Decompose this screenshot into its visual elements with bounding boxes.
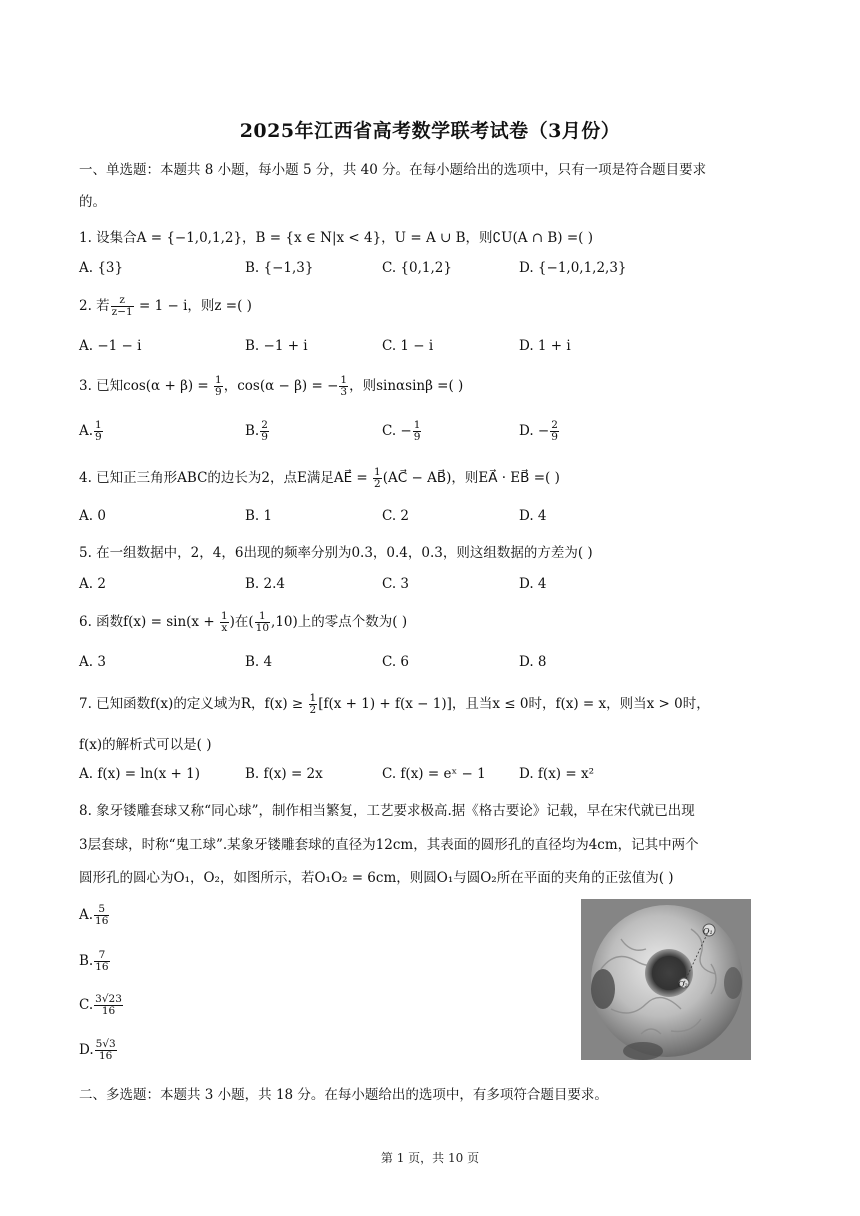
- question-4-text-b: (AC⃗ − AB⃗)，则EA⃗ · EB⃗ =( ): [382, 470, 560, 486]
- fraction-numerator: 5√3: [95, 1038, 116, 1050]
- fraction: [214, 375, 223, 398]
- option-a: A. f(x) = ln(x + 1): [79, 766, 201, 782]
- o2-label: O₂: [678, 980, 688, 989]
- fraction-denominator: 10: [255, 622, 270, 634]
- option-prefix: A.: [79, 907, 94, 923]
- question-7-text-b: [f(x + 1) + f(x − 1)]，且当x ≤ 0时，f(x) = x，则当x > 0时，: [318, 696, 710, 712]
- option-b: B. 2.4: [245, 576, 285, 592]
- option-prefix: D.: [79, 1042, 94, 1058]
- option-a: A. {3}: [79, 260, 124, 276]
- option-c: [382, 420, 422, 443]
- fraction-numerator: 5: [94, 904, 109, 916]
- fraction: [220, 611, 229, 634]
- question-4-options: [79, 508, 779, 528]
- question-6-text-c: ,10)上的零点个数为( ): [271, 614, 408, 630]
- o1-label: O₁: [703, 927, 713, 936]
- fraction-numerator: 1: [255, 611, 270, 623]
- fraction-numerator: 1: [95, 419, 102, 431]
- fraction: [255, 611, 270, 634]
- question-6-text-b: )在(: [229, 614, 254, 630]
- question-2-options: [79, 338, 779, 358]
- fraction-denominator: 16: [95, 961, 109, 973]
- option-d: D. f(x) = x²: [519, 766, 594, 782]
- fraction: [111, 295, 134, 318]
- question-2: [79, 294, 252, 318]
- fraction: [94, 994, 123, 1017]
- page-footer: 第 1 页，共 10 页: [380, 1151, 480, 1165]
- question-3-options: [79, 420, 779, 446]
- option-b: [245, 420, 270, 443]
- fraction-denominator: 9: [215, 386, 222, 398]
- option-a: [79, 420, 104, 443]
- fraction-numerator: 2: [551, 419, 558, 431]
- fraction-numerator: 3√23: [95, 993, 122, 1005]
- fraction: [94, 420, 103, 443]
- ivory-ball-figure: [581, 899, 751, 1060]
- section1-heading-cont: 的。: [79, 194, 106, 210]
- option-d: D. 1 + i: [519, 338, 571, 354]
- option-b: B. 1: [245, 508, 273, 524]
- question-3-text-b: ，cos(α − β) = −: [223, 378, 339, 394]
- fraction-denominator: 2: [374, 478, 381, 490]
- option-d: [519, 420, 560, 443]
- option-b: B. {−1,3}: [245, 260, 314, 276]
- question-8-cont-2: 圆形孔的圆心为O₁，O₂，如图所示，若O₁O₂ = 6cm，则圆O₁与圆O₂所在平面的夹角的正弦值为( ): [79, 870, 674, 886]
- question-2-text-post: = 1 − i，则z =( ): [134, 298, 252, 314]
- question-6-text-a: 6. 函数f(x) = sin(x +: [79, 614, 219, 630]
- fraction-denominator: x: [221, 622, 228, 634]
- fraction: [339, 375, 348, 398]
- option-prefix: B.: [79, 953, 94, 969]
- option-d: D. 4: [519, 508, 547, 524]
- fraction-numerator: 1: [215, 374, 222, 386]
- option-prefix: B.: [245, 423, 260, 439]
- option-c: C. 6: [382, 654, 410, 670]
- option-b: B. 4: [245, 654, 273, 670]
- option-c: C. {0,1,2}: [382, 260, 452, 276]
- question-3-text-a: 3. 已知cos(α + β) =: [79, 378, 214, 394]
- question-6-options: [79, 654, 779, 674]
- fraction-denominator: 9: [413, 431, 421, 443]
- option-d: D. 4: [519, 576, 547, 592]
- option-a: A. −1 − i: [79, 338, 142, 354]
- question-2-text-pre: 2. 若: [79, 298, 110, 314]
- option-prefix: D. −: [519, 423, 550, 439]
- option-prefix: C. −: [382, 423, 412, 439]
- fraction: [94, 950, 109, 973]
- question-3-text-c: ，则sinαsinβ =( ): [349, 378, 464, 394]
- fraction: [550, 420, 559, 443]
- section1-heading: 一、单选题：本题共 8 小题，每小题 5 分，共 40 分。在每小题给出的选项中，只有一项是符合题目要求: [79, 162, 707, 178]
- section2-heading: 二、多选题：本题共 3 小题，共 18 分。在每小题给出的选项中，有多项符合题目要求。: [79, 1087, 608, 1103]
- option-c: C. 3: [382, 576, 410, 592]
- fraction-numerator: 1: [340, 374, 348, 386]
- fraction-numerator: 1: [309, 692, 317, 704]
- fraction: [94, 904, 109, 927]
- fraction: [309, 693, 318, 716]
- fraction-denominator: 16: [98, 1050, 113, 1062]
- question-4: [79, 466, 560, 490]
- fraction-denominator: 9: [261, 431, 268, 443]
- option-a: A. 2: [79, 576, 106, 592]
- fraction-denominator: 16: [95, 915, 109, 927]
- question-6: [79, 610, 407, 634]
- option-prefix: A.: [79, 423, 94, 439]
- option-c: C. f(x) = eˣ − 1: [382, 766, 486, 782]
- fraction-denominator: 3: [340, 386, 348, 398]
- ivory-ball-illustration: [581, 899, 751, 1060]
- question-5-options: [79, 576, 779, 596]
- fraction-numerator: 1: [374, 466, 381, 478]
- question-1-options: [79, 260, 779, 280]
- option-b: B. −1 + i: [245, 338, 308, 354]
- question-3: [79, 374, 463, 398]
- fraction-numerator: 7: [94, 950, 109, 962]
- question-7-cont: f(x)的解析式可以是( ): [79, 737, 212, 753]
- fraction: [260, 420, 269, 443]
- option-a: A. 0: [79, 508, 106, 524]
- fraction-numerator: 1: [413, 419, 421, 431]
- question-8-option-d: [79, 1039, 118, 1062]
- fraction-denominator: z−1: [111, 306, 133, 318]
- fraction-denominator: 2: [309, 704, 317, 716]
- question-8-option-c: [79, 994, 124, 1017]
- option-b: B. f(x) = 2x: [245, 766, 323, 782]
- fraction-numerator: z: [111, 295, 134, 307]
- option-c: C. 2: [382, 508, 410, 524]
- question-7: [79, 692, 710, 716]
- question-5: 5. 在一组数据中，2，4，6出现的频率分别为0.3，0.4，0.3，则这组数据的方差为( ): [79, 545, 593, 561]
- exam-title: 2025年江西省高考数学联考试卷（3月份）: [239, 120, 621, 142]
- question-8: 8. 象牙镂雕套球又称“同心球”，制作相当繁复，工艺要求极高.据《格古要论》记载，早在宋代就已出现: [79, 803, 695, 819]
- option-d: D. {−1,0,1,2,3}: [519, 260, 627, 276]
- question-7-text-a: 7. 已知函数f(x)的定义域为R，f(x) ≥: [79, 696, 308, 712]
- fraction-numerator: 1: [220, 610, 228, 622]
- question-8-option-a: [79, 904, 110, 927]
- option-a: A. 3: [79, 654, 106, 670]
- fraction-denominator: 9: [95, 431, 102, 443]
- fraction-numerator: 2: [261, 419, 268, 431]
- option-c: C. 1 − i: [382, 338, 434, 354]
- question-1: 1. 设集合A = {−1,0,1,2}，B = {x ∈ N|x < 4}，U = A ∪ B，则∁U(A ∩ B) =( ): [79, 230, 594, 246]
- question-8-option-b: [79, 950, 111, 973]
- option-d: D. 8: [519, 654, 547, 670]
- option-prefix: C.: [79, 997, 94, 1013]
- question-7-options: [79, 766, 779, 786]
- question-4-text-a: 4. 已知正三角形ABC的边长为2，点E满足AE⃗ =: [79, 470, 373, 486]
- fraction: [413, 420, 422, 443]
- fraction: [95, 1039, 117, 1062]
- fraction-denominator: 9: [551, 431, 558, 443]
- fraction: [373, 467, 382, 490]
- question-8-cont-1: 3层套球，时称“鬼工球”.某象牙镂雕套球的直径为12cm，其表面的圆形孔的直径均为4cm，记其中两个: [79, 837, 699, 853]
- fraction-denominator: 16: [101, 1005, 116, 1017]
